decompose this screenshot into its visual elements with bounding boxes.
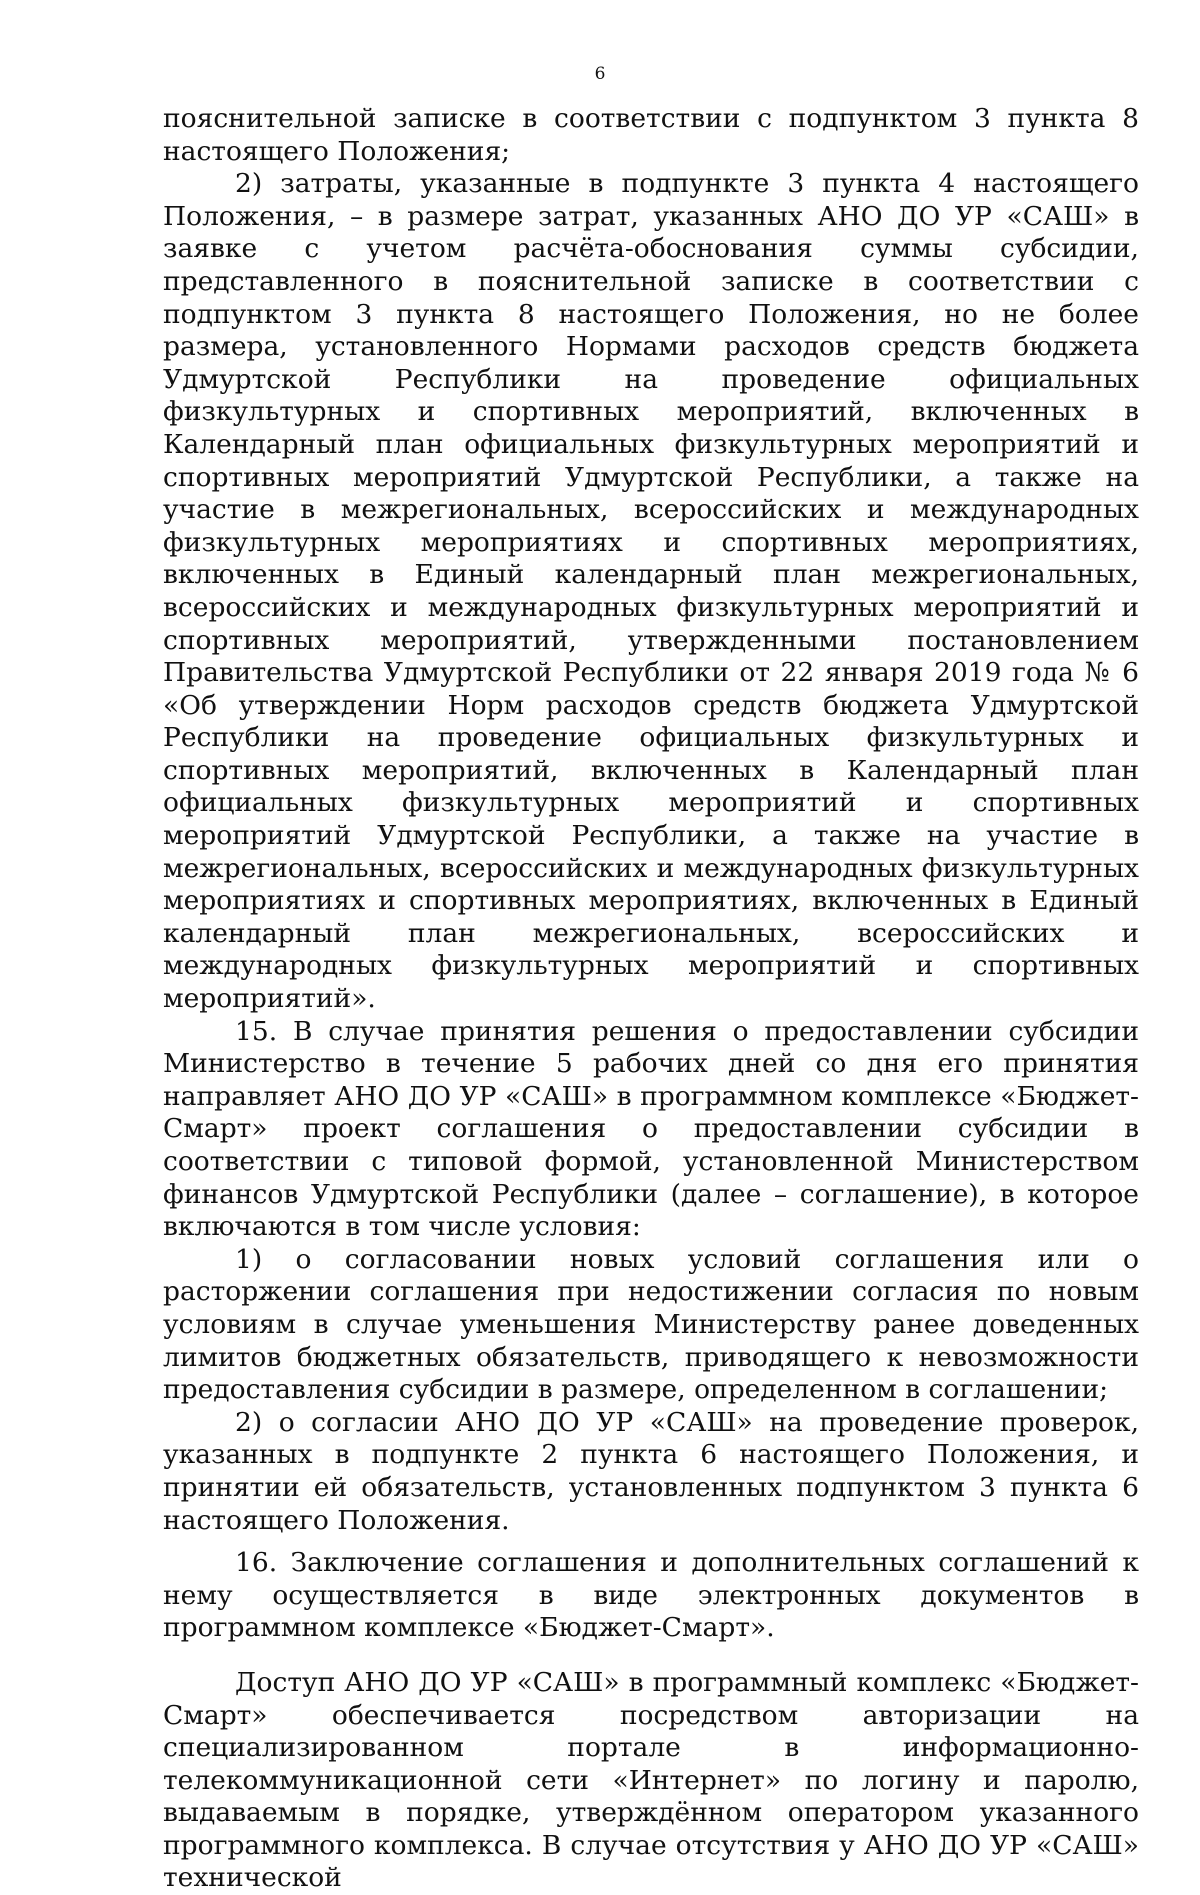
page-number: 6 [594,64,606,84]
paragraph-item-2-costs: 2) затраты, указанные в подпункте 3 пункта 4 настоящего Положения, – в размере затрат, указанных АНО ДО УР «САШ» в заявке с учетом расчёта-обоснования суммы субсидии, представленного в пояснительной записке в соответствии с подпунктом 3 пункта 8 настоящего Положения, но не более размера, установленного Нормами расходов средств бюджета Удмуртской Республики на проведение официальных физкультурных и спортивных мероприятий, включенных в Календарный план официальных физкультурных мероприятий и спортивных мероприятий Удмуртской Республики, а также на участие в межрегиональных, всероссийских и международных физкультурных мероприятиях и спортивных мероприятиях, включенных в Единый календарный план межрегиональных, всероссийских и международных физкультурных мероприятий и спортивных мероприятий, утвержденными постановлением Правительства Удмуртской Республики от 22 января 2019 года № 6 «Об утверждении Норм расходов средств бюджета Удмуртской Республики на проведение официальных физкультурных и спортивных мероприятий, включенных в Календарный план официальных физкультурных мероприятий и спортивных мероприятий Удмуртской Республики, а также на участие в межрегиональных, всероссийских и международных физкультурных мероприятиях и спортивных мероприятиях, включенных в Единый календарный план межрегиональных, всероссийских и международных физкультурных мероприятий и спортивных мероприятий». [163,168,1139,1015]
paragraph-condition-1: 1) о согласовании новых условий соглашения или о расторжении соглашения при недостижении согласия по новым условиям в случае уменьшения Министерству ранее доведенных лимитов бюджетных обязательств, приводящего к невозможности предоставления субсидии в размере, определенном в соглашении; [163,1243,1139,1406]
paragraph-section-15: 15. В случае принятия решения о предоставлении субсидии Министерство в течение 5 рабочих дней со дня его принятия направляет АНО ДО УР «САШ» в программном комплексе «Бюджет-Смарт» проект соглашения о предоставлении субсидии в соответствии с типовой формой, установленной Министерством финансов Удмуртской Республики (далее – соглашение), в которое включаются в том числе условия: [163,1015,1139,1243]
paragraph-condition-2: 2) о согласии АНО ДО УР «САШ» на проведение проверок, указанных в подпункте 2 пункта 6 настоящего Положения, и принятии ей обязательств, установленных подпунктом 3 пункта 6 настоящего Положения. [163,1406,1139,1536]
paragraph-access: Доступ АНО ДО УР «САШ» в программный комплекс «Бюджет-Смарт» обеспечивается посредством авторизации на специализированном портале в информационно-телекоммуникационной сети «Интернет» по логину и паролю, выдаваемым в порядке, утверждённом оператором указанного программного комплекса. В случае отсутствия у АНО ДО УР «САШ» технической [163,1666,1139,1894]
paragraph-section-16: 16. Заключение соглашения и дополнительных соглашений к нему осуществляется в виде электронных документов в программном комплексе «Бюджет-Смарт». [163,1547,1139,1644]
paragraph-continuation: пояснительной записке в соответствии с подпунктом 3 пункта 8 настоящего Положения; [163,103,1139,167]
document-body [163,103,1139,1895]
